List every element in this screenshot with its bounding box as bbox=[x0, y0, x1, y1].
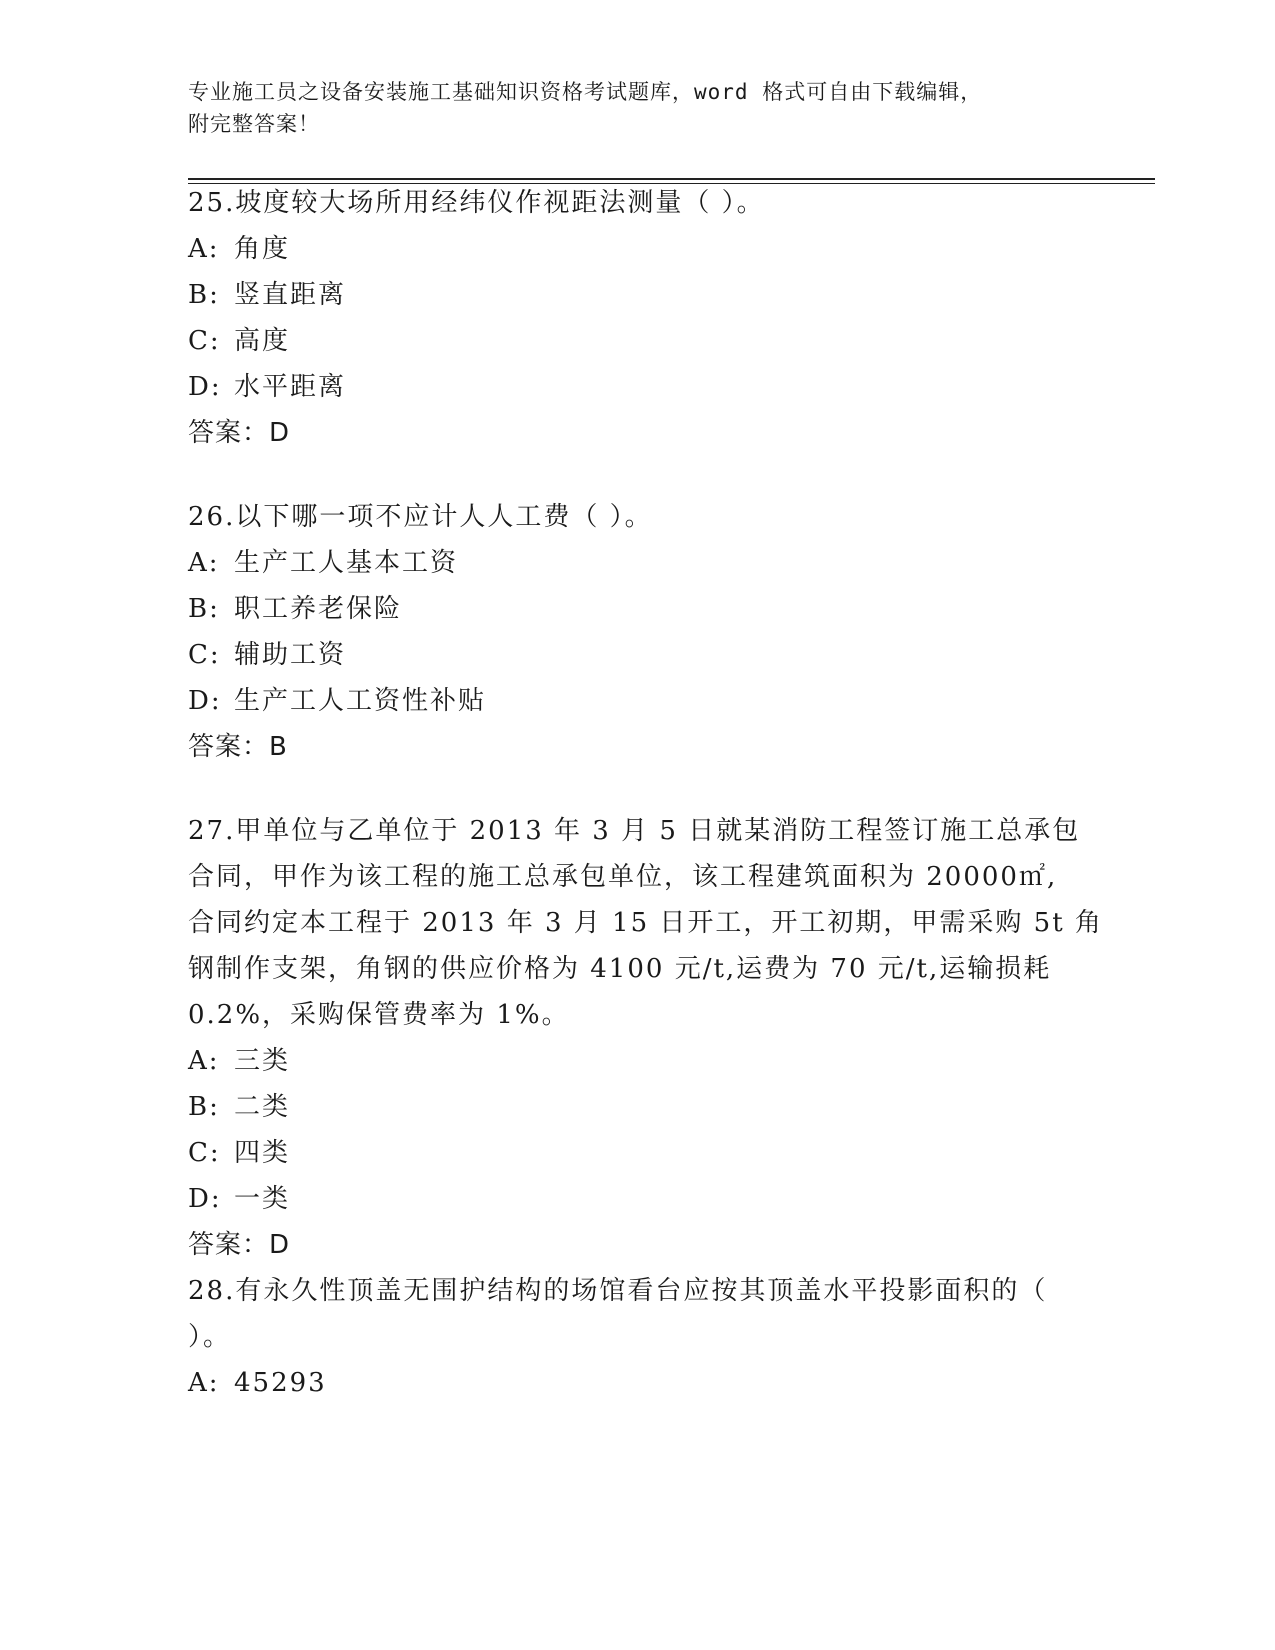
header-line: 附完整答案！ bbox=[188, 112, 320, 136]
question-stem bbox=[188, 180, 1088, 226]
question-stem bbox=[188, 1268, 1088, 1360]
stem-line: 0.2%，采购保管费率为 1%。 bbox=[188, 1000, 570, 1030]
option-d bbox=[188, 364, 1088, 410]
option-c bbox=[188, 1130, 1088, 1176]
option-letter: D: bbox=[188, 372, 222, 402]
answer-line: 答案：B bbox=[188, 732, 288, 762]
option-a bbox=[188, 226, 1088, 272]
option-text: 水平距离 bbox=[234, 372, 347, 402]
option-letter: D: bbox=[188, 1184, 222, 1214]
option-a bbox=[188, 1038, 1088, 1084]
option-letter: B: bbox=[188, 280, 220, 310]
option-letter: A: bbox=[188, 1046, 220, 1076]
stem-line: 钢制作支架，角钢的供应价格为 4100 元/t,运费为 70 元/t,运输损耗 bbox=[188, 954, 1052, 984]
stem-line: 27.甲单位与乙单位于 2013 年 3 月 5 日就某消防工程签订施工总承包 bbox=[188, 816, 1081, 846]
stem-line: 25.坡度较大场所用经纬仪作视距法测量（ ）。 bbox=[188, 188, 765, 218]
question-stem bbox=[188, 808, 1103, 1038]
option-d bbox=[188, 678, 1088, 724]
option-text: 角度 bbox=[234, 234, 291, 264]
option-letter: A: bbox=[188, 1368, 220, 1398]
stem-line: 合同约定本工程于 2013 年 3 月 15 日开工，开工初期，甲需采购 5t 角 bbox=[188, 908, 1103, 938]
option-letter: A: bbox=[188, 548, 220, 578]
question-stem bbox=[188, 494, 1088, 540]
option-b bbox=[188, 272, 1088, 318]
option-a bbox=[188, 1360, 1088, 1406]
option-text: 生产工人基本工资 bbox=[234, 548, 459, 578]
option-letter: A: bbox=[188, 234, 220, 264]
option-b bbox=[188, 586, 1088, 632]
document-header bbox=[188, 76, 1088, 140]
option-text: 职工养老保险 bbox=[234, 594, 403, 624]
question-28 bbox=[188, 1268, 1088, 1406]
option-text: 二类 bbox=[234, 1092, 291, 1122]
option-text: 生产工人工资性补贴 bbox=[234, 686, 487, 716]
option-text: 一类 bbox=[234, 1184, 291, 1214]
option-d bbox=[188, 1176, 1088, 1222]
option-text: 高度 bbox=[234, 326, 291, 356]
answer-line: 答案：D bbox=[188, 418, 291, 448]
question-27 bbox=[188, 808, 1103, 1268]
option-text: 45293 bbox=[234, 1368, 327, 1398]
stem-line: ）。 bbox=[188, 1322, 232, 1352]
option-a bbox=[188, 540, 1088, 586]
option-letter: C: bbox=[188, 1138, 221, 1168]
header-line: 专业施工员之设备安装施工基础知识资格考试题库，word 格式可自由下载编辑， bbox=[188, 80, 983, 104]
question-25 bbox=[188, 180, 1088, 456]
option-text: 四类 bbox=[234, 1138, 291, 1168]
option-c bbox=[188, 632, 1088, 678]
option-text: 竖直距离 bbox=[234, 280, 347, 310]
answer-line: 答案：D bbox=[188, 1230, 291, 1260]
question-26 bbox=[188, 494, 1088, 770]
option-letter: B: bbox=[188, 594, 220, 624]
option-text: 三类 bbox=[234, 1046, 291, 1076]
option-letter: D: bbox=[188, 686, 222, 716]
stem-line: 合同，甲作为该工程的施工总承包单位，该工程建筑面积为 20000㎡, bbox=[188, 862, 1058, 892]
option-c bbox=[188, 318, 1088, 364]
option-letter: C: bbox=[188, 326, 221, 356]
option-text: 辅助工资 bbox=[234, 640, 347, 670]
option-b bbox=[188, 1084, 1088, 1130]
option-letter: B: bbox=[188, 1092, 220, 1122]
stem-line: 26.以下哪一项不应计人人工费（ ）。 bbox=[188, 502, 653, 532]
stem-line: 28.有永久性顶盖无围护结构的场馆看台应按其顶盖水平投影面积的（ bbox=[188, 1276, 1048, 1306]
option-letter: C: bbox=[188, 640, 221, 670]
